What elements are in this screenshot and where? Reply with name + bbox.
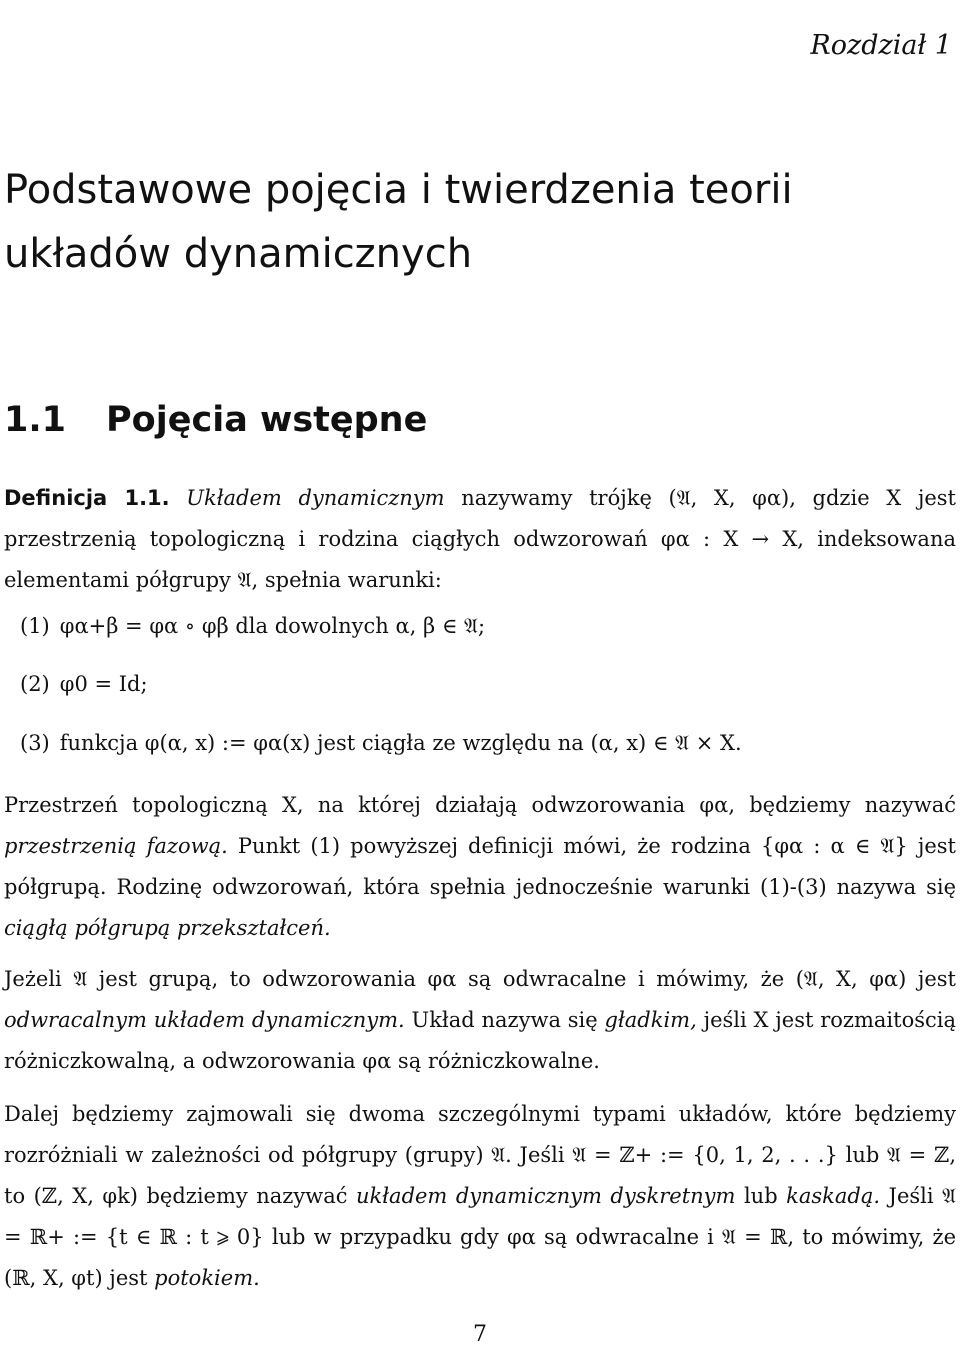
term-phase-space: przestrzenią fazową.: [4, 834, 228, 858]
condition-3: [20, 731, 742, 756]
condition-number: (2): [20, 672, 50, 696]
paragraph-text: Przestrzeń topologiczną X, na której działają odwzorowania φα, będziemy nazywać: [4, 793, 956, 817]
paragraph-text: Dalej będziemy zajmowali się dwoma szczególnymi typami układów, które będziemy rozróżniali w zależności od półgrupy (grupy) 𝔄. Jeśli 𝔄 = ℤ+ := {0, 1, 2, . . .} lub 𝔄 = ℤ, to (ℤ, X, φk) będziemy nazywać: [4, 1102, 956, 1208]
page-number: 7: [473, 1322, 487, 1347]
paragraph-text: Układ nazywa się: [411, 1008, 598, 1032]
chapter-title: Podstawowe pojęcia i twierdzenia teorii układów dynamicznych: [4, 167, 793, 277]
paragraph-reversible: [4, 959, 956, 1082]
paragraph-types: [4, 1094, 956, 1299]
term-smooth: gładkim,: [604, 1008, 697, 1032]
condition-text: funkcja φ(α, x) := φα(x) jest ciągła ze względu na (α, x) ∈ 𝔄 × X.: [59, 731, 742, 755]
paragraph-text: Jeżeli 𝔄 jest grupą, to odwzorowania φα są odwracalne i mówimy, że (𝔄, X, φα) jest: [4, 967, 956, 991]
condition-text: φ0 = Id;: [59, 672, 148, 696]
definition-paragraph: [4, 478, 956, 601]
section-title-text: Pojęcia wstępne: [106, 400, 428, 440]
definition-label: Definicja 1.1.: [4, 486, 170, 510]
condition-1: [20, 614, 485, 639]
chapter-label: Rozdział 1: [810, 30, 952, 61]
paragraph-text: Punkt (1) powyższej definicji mówi, że rodzina {φα : α ∈ 𝔄} jest półgrupą. Rodzinę odwzorowań, która spełnia jednocześnie warunki (1)-(3) nazywa się: [4, 834, 956, 899]
condition-text: φα+β = φα ∘ φβ dla dowolnych α, β ∈ 𝔄;: [59, 614, 486, 638]
term-flow: potokiem.: [154, 1266, 260, 1290]
paragraph-text: lub: [743, 1184, 778, 1208]
definition-term: Układem dynamicznym: [186, 486, 445, 510]
condition-number: (3): [20, 731, 50, 755]
term-discrete-system: układem dynamicznym dyskretnym: [355, 1184, 736, 1208]
paragraph-text: Jeśli 𝔄 = ℝ+ := {t ∈ ℝ : t ⩾ 0} lub w przypadku gdy φα są odwracalne i 𝔄 = ℝ, to mówimy, że (ℝ, X, φt) jest: [4, 1184, 957, 1290]
term-continuous-semigroup: ciągłą półgrupą przekształceń.: [4, 916, 331, 940]
term-reversible-system: odwracalnym układem dynamicznym.: [4, 1008, 405, 1032]
paragraph-text: jeśli X jest rozmaitością różniczkowalną, a odwzorowania φα są różniczkowalne.: [4, 1008, 956, 1073]
paragraph-phase-space: [4, 785, 956, 949]
section-number: 1.1: [4, 400, 67, 440]
condition-number: (1): [20, 614, 50, 638]
term-cascade: kaskadą.: [786, 1184, 881, 1208]
section-title: [4, 400, 427, 440]
definition-text: nazywamy trójkę (𝔄, X, φα), gdzie X jest przestrzenią topologiczną i rodzina ciągłych odwzorowań φα : X → X, indeksowana elementami półgrupy 𝔄, spełnia warunki:: [4, 486, 956, 592]
condition-2: [20, 672, 148, 696]
